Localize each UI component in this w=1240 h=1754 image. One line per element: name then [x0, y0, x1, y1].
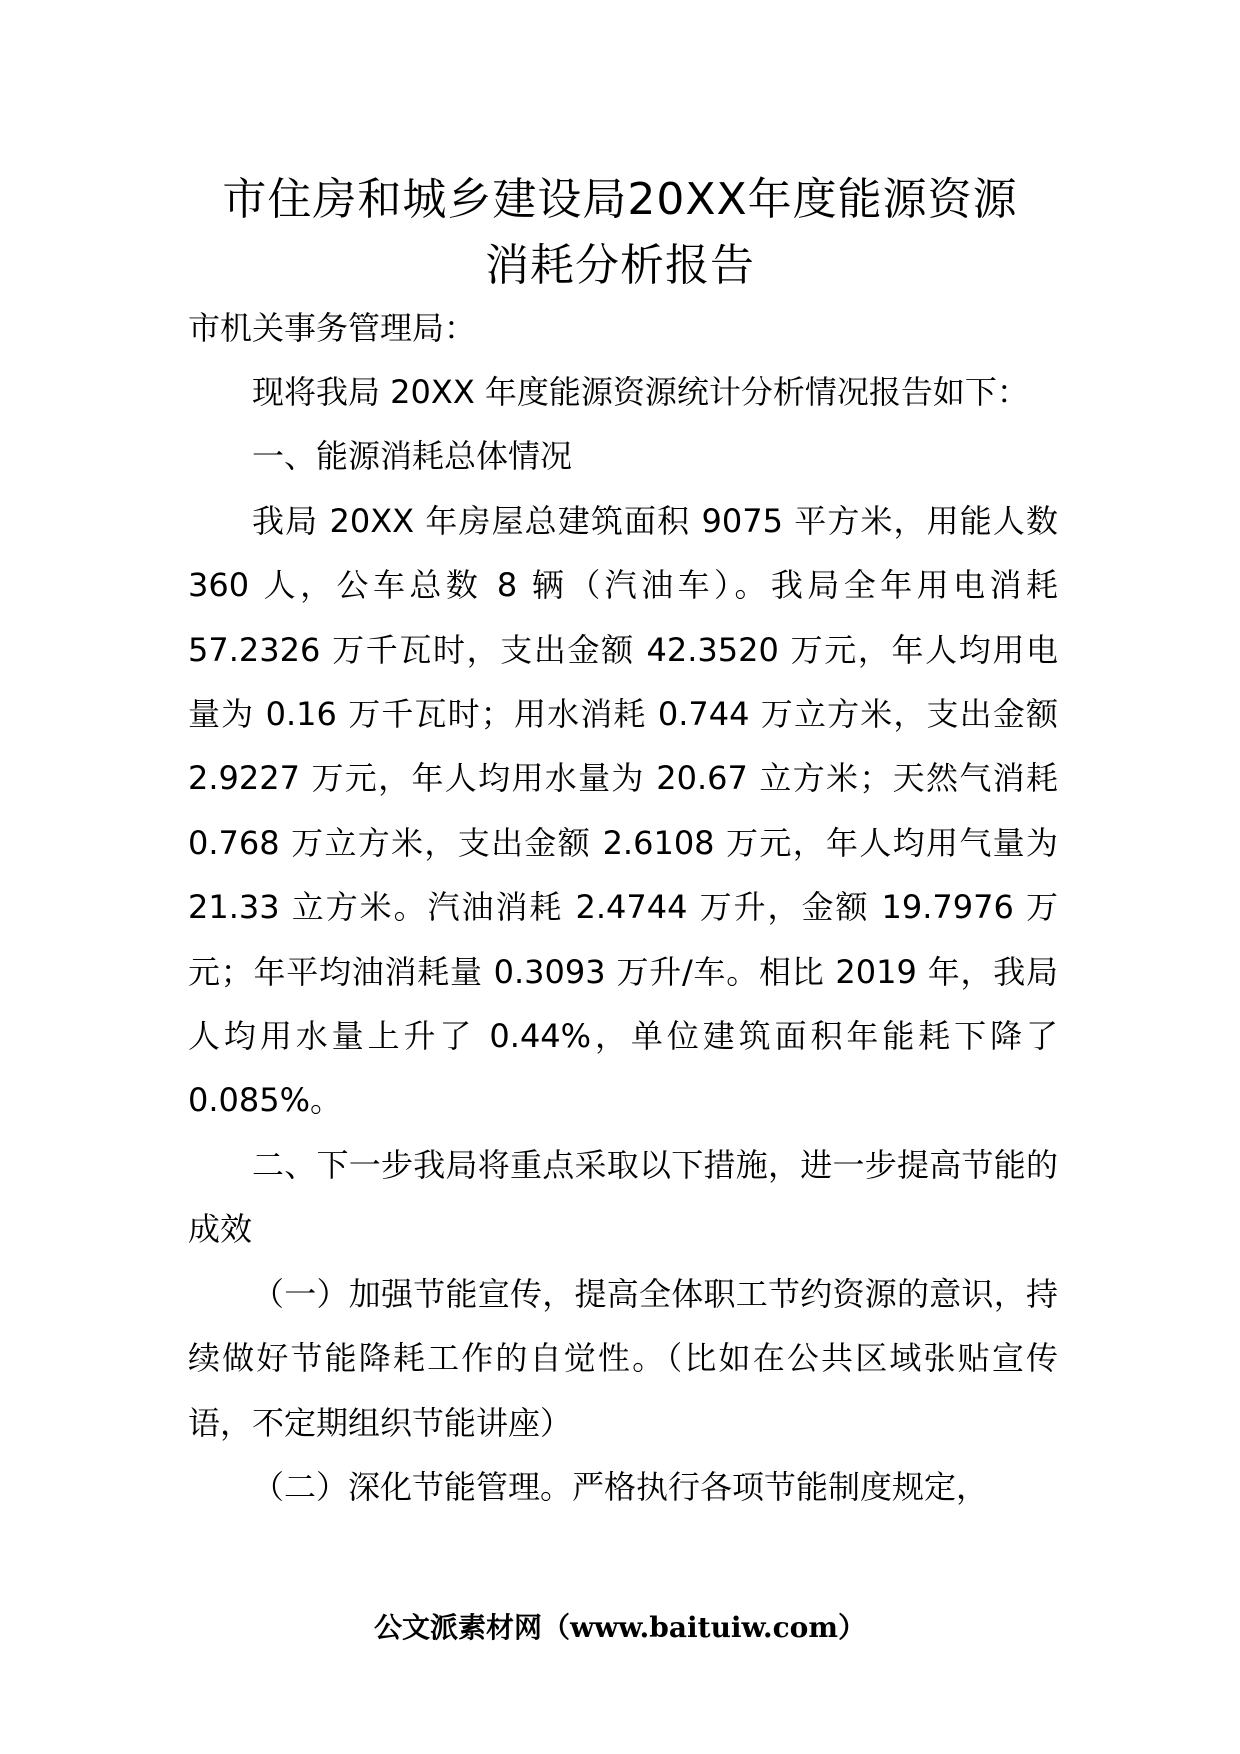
paragraph-measure-2: （二）深化节能管理。严格执行各项节能制度规定， — [252, 1467, 989, 1506]
document-title-line-1: 市住房和城乡建设局20XX年度能源资源 — [222, 174, 1018, 225]
paragraph-intro: 现将我局 20XX 年度能源资源统计分析情况报告如下： — [252, 373, 1029, 411]
document-title-line-2: 消耗分析报告 — [485, 240, 755, 291]
paragraph-energy-overview: 我局 20XX 年房屋总建筑面积 9075 平方米，用能人数 360 人，公车总数 8 辆（汽油车）。我局全年用电消耗 57.2326 万千瓦时，支出金额 42.3520 万元，年人均用电量为 0.16 万千瓦时；用水消耗 0.744 万立方米，支出金额 2.9227 万元，年人均用水量为 20.67 立方米；天然气消耗 0.768 万立方米，支出金额 2.6108 万元，年人均用气量为 21.33 立方米。汽油消耗 2.4744 万升，金额 19.7976 万元；年平均油消耗量 0.3093 万升/车。相比 2019 年，我局人均用水量上升了 0.44%，单位建筑面积年能耗下降了 0.085%。 — [188, 501, 1058, 1120]
salutation: 市机关事务管理局： — [188, 309, 477, 347]
section-heading-1: 一、能源消耗总体情况 — [252, 437, 573, 476]
section-heading-2: 二、下一步我局将重点采取以下措施，进一步提高节能的成效 — [188, 1145, 1058, 1249]
paragraph-measure-1: （一）加强节能宣传，提高全体职工节约资源的意识，持续做好节能降耗工作的自觉性。（比如在公共区域张贴宣传语，不定期组织节能讲座） — [188, 1274, 1058, 1442]
document-body — [188, 360, 1058, 1519]
footer-watermark: 公文派素材网（www.baituiw.com） — [374, 1611, 866, 1644]
